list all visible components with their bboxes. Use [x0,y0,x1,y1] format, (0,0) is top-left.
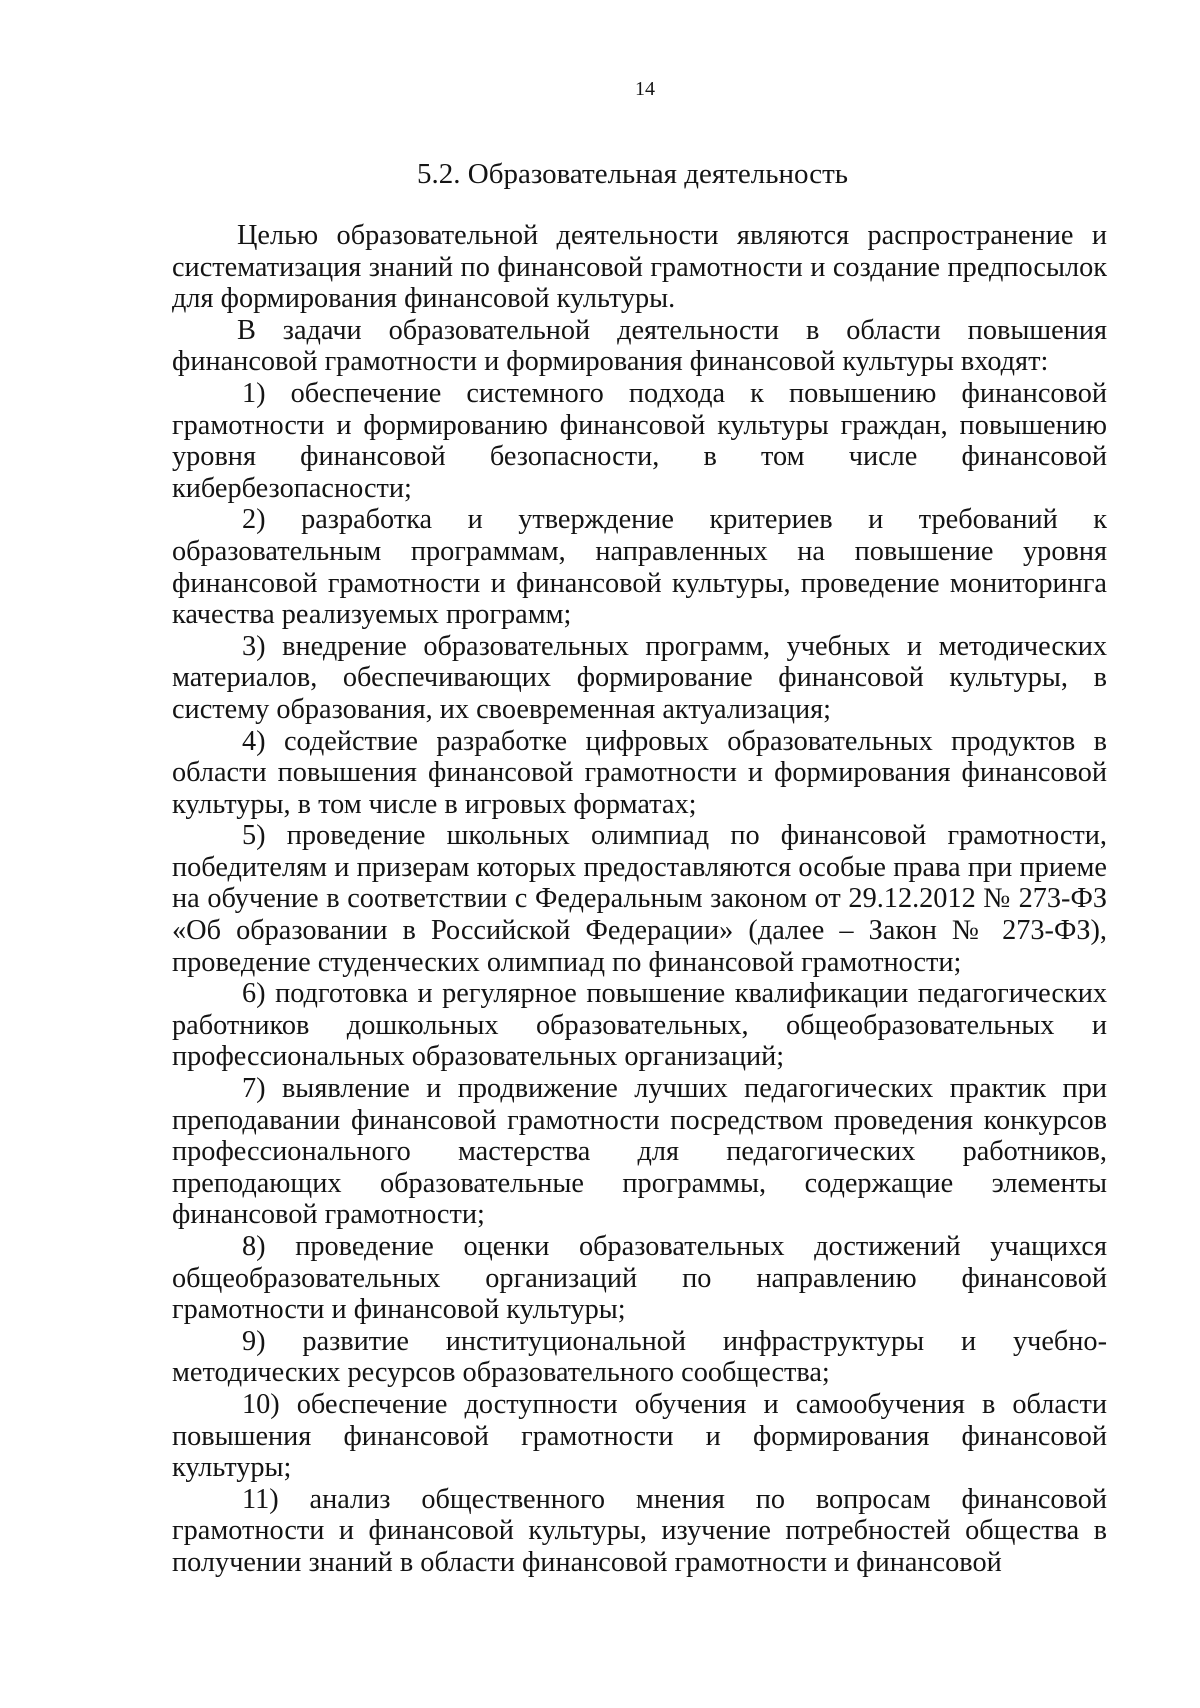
list-item-7: 7) выявление и продвижение лучших педагогических практик при преподавании финансовой грамотности посредством проведения конкурсов профессионального мастерства для педагогических работников, преподающих образовательные программы, содержащие элементы финансовой грамотности; [172,1073,1107,1231]
list-item-1: 1) обеспечение системного подхода к повышению финансовой грамотности и формированию финансовой культуры граждан, повышению уровня финансовой безопасности, в том числе финансовой кибербезопасности; [172,377,1107,504]
list-item-5: 5) проведение школьных олимпиад по финансовой грамотности, победителям и призерам которых предоставляются особые права при приеме на обучение в соответствии с Федеральным законом от 29.12.2012 № 273-ФЗ «Об образовании в Российской Федерации» (далее – Закон № 273-ФЗ), проведение студенческих олимпиад по финансовой грамотности; [172,820,1107,978]
intro-paragraph: Целью образовательной деятельности являются распространение и систематизация знаний по финансовой грамотности и создание предпосылок для формирования финансовой культуры. [172,220,1107,315]
section-heading: 5.2. Образовательная деятельность [417,158,848,190]
tasks-lead-paragraph: В задачи образовательной деятельности в области повышения финансовой грамотности и формирования финансовой культуры входят: [172,314,1107,378]
list-item-2: 2) разработка и утверждение критериев и требований к образовательным программам, направленных на повышение уровня финансовой грамотности и финансовой культуры, проведение мониторинга качества реализуемых программ; [172,504,1107,631]
list-item-9: 9) развитие институциональной инфраструктуры и учебно-методических ресурсов образовательного сообщества; [172,1325,1107,1389]
page-number: 14 [635,78,655,100]
list-item-11: 11) анализ общественного мнения по вопросам финансовой грамотности и финансовой культуры, изучение потребностей общества в получении знаний в области финансовой грамотности и финансовой [172,1483,1107,1578]
list-item-4: 4) содействие разработке цифровых образовательных продуктов в области повышения финансовой грамотности и формирования финансовой культуры, в том числе в игровых форматах; [172,725,1107,820]
body-text [172,220,1107,1579]
list-item-10: 10) обеспечение доступности обучения и самообучения в области повышения финансовой грамотности и формирования финансовой культуры; [172,1388,1107,1484]
list-item-3: 3) внедрение образовательных программ, учебных и методических материалов, обеспечивающих формирование финансовой культуры, в систему образования, их своевременная актуализация; [172,630,1107,725]
list-item-6: 6) подготовка и регулярное повышение квалификации педагогических работников дошкольных образовательных, общеобразовательных и профессиональных образовательных организаций; [172,978,1107,1073]
list-item-8: 8) проведение оценки образовательных достижений учащихся общеобразовательных организаций по направлению финансовой грамотности и финансовой культуры; [172,1231,1107,1326]
